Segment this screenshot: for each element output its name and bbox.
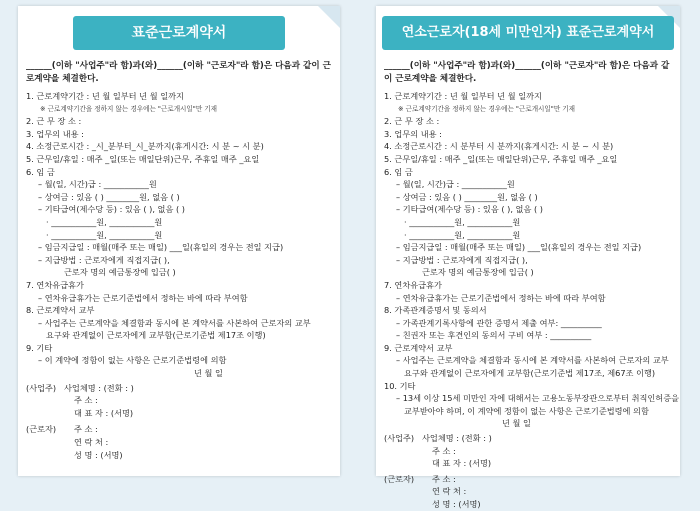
contract-line: · ___________원, ___________원 bbox=[404, 216, 521, 227]
contract-line: 4. 소정근로시간 : 시 분부터 시 분까지(휴게시간: 시 분 ~ 시 분) bbox=[384, 141, 614, 152]
contract-line: 교부받아야 하며, 이 계약에 정함이 없는 사항은 근로기준법령에 의함 bbox=[404, 405, 649, 416]
signature-party-label bbox=[26, 449, 64, 462]
contract-line: – 상여금 : 있음 ( ) ________원, 없음 ( ) bbox=[396, 191, 538, 202]
signature-field: 주 소 : bbox=[432, 445, 456, 456]
contract-date: 년 월 일 bbox=[502, 418, 531, 429]
contract-line: 1. 근로계약기간 : 년 월 일부터 년 월 일까지 bbox=[384, 91, 542, 101]
contract-line: – 임금지급일 : 매월(매주 또는 매일) ___일(휴일의 경우는 전일 지급) bbox=[38, 242, 284, 253]
contract-line: 9. 기타 bbox=[26, 342, 53, 353]
contract-line: – 연차유급휴가는 근로기준법에서 정하는 바에 따라 부여함 bbox=[396, 292, 606, 303]
contract-line: – 지급방법 : 근로자에게 직접지급( ), bbox=[396, 254, 528, 265]
signature-party-label: (사업주) bbox=[384, 433, 415, 444]
contract-line: 8. 근로계약서 교부 bbox=[26, 305, 95, 316]
contract-line: – 연차유급휴가는 근로기준법에서 정하는 바에 따라 부여함 bbox=[38, 292, 248, 303]
signature-field: 연 락 처 : bbox=[74, 437, 109, 448]
signature-party-label bbox=[26, 436, 64, 449]
contract-line: – 친권자 또는 후견인의 동의서 구비 여부 : __________ bbox=[396, 330, 592, 341]
contract-line: – 월(일, 시간)급 : ___________원 bbox=[396, 179, 515, 190]
signature-party-label: (근로자) bbox=[384, 473, 415, 484]
signature-party-label bbox=[26, 394, 64, 407]
contract-line: 3. 업무의 내용 : bbox=[384, 128, 442, 139]
signature-field: 사업체명 : (전화 : ) bbox=[64, 382, 134, 393]
contract-line: 2. 근 무 장 소 : bbox=[384, 116, 440, 127]
contract-line: – 13세 이상 15세 미만인 자에 대해서는 고용노동부장관으로부터 취직인허증을 bbox=[396, 393, 680, 404]
contract-body bbox=[26, 60, 332, 461]
contract-line: 근로자 명의 예금통장에 입금( ) bbox=[64, 267, 176, 278]
signature-party-label bbox=[384, 485, 422, 498]
signature-field: 주 소 : bbox=[74, 395, 98, 406]
contract-line: 근로자 명의 예금통장에 입금( ) bbox=[422, 267, 534, 278]
signature-party-label: (사업주) bbox=[26, 382, 57, 393]
contract-line: 2. 근 무 장 소 : bbox=[26, 116, 82, 127]
standard-contract-sheet bbox=[18, 6, 340, 476]
signature-field: 주 소 : bbox=[74, 424, 98, 435]
contract-line: – 이 계약에 정함이 없는 사항은 근로기준법령에 의함 bbox=[38, 355, 227, 366]
signature-field: 대 표 자 : (서명) bbox=[74, 407, 134, 418]
contract-line: 6. 임 금 bbox=[26, 166, 55, 177]
signature-field: 주 소 : bbox=[432, 473, 456, 484]
contract-line: – 상여금 : 있음 ( ) ________원, 없음 ( ) bbox=[38, 191, 180, 202]
contract-line: 6. 임 금 bbox=[384, 166, 413, 177]
contract-note: ※ 근로계약기간을 정하지 않는 경우에는 "근로개시일"만 기재 bbox=[398, 104, 576, 113]
signature-field: 성 명 : (서명) bbox=[74, 449, 123, 460]
contract-line: 3. 업무의 내용 : bbox=[26, 128, 84, 139]
contract-line: – 임금지급일 : 매월(매주 또는 매일) ___일(휴일의 경우는 전일 지급) bbox=[396, 242, 642, 253]
contract-line: 10. 기타 bbox=[384, 380, 416, 391]
contract-line: · ___________원, ___________원 bbox=[404, 229, 521, 240]
contract-line: 요구와 관계없이 근로자에게 교부함(근로기준법 제17조, 제67조 이행) bbox=[404, 368, 656, 379]
signature-party-label bbox=[384, 445, 422, 458]
contract-line: – 가족관계기록사항에 관한 증명서 제출 여부: __________ bbox=[396, 317, 602, 328]
contract-line: – 기타급여(제수당 등) : 있음 ( ), 없음 ( ) bbox=[396, 204, 543, 215]
contract-title: 표준근로계약서 bbox=[73, 16, 285, 50]
contract-note: ※ 근로계약기간을 정하지 않는 경우에는 "근로개시일"만 기재 bbox=[40, 104, 218, 113]
contract-title: 연소근로자(18세 미만인자) 표준근로계약서 bbox=[382, 16, 674, 50]
signature-block bbox=[384, 432, 672, 511]
contract-line: 7. 연차유급휴가 bbox=[384, 279, 442, 290]
contract-date: 년 월 일 bbox=[194, 368, 223, 379]
contract-line: 4. 소정근로시간 : _시_분부터_시_분까지(휴게시간: 시 분 ~ 시 분) bbox=[26, 141, 264, 152]
signature-field: 사업체명 : (전화 : ) bbox=[422, 433, 492, 444]
contract-line: – 사업주는 근로계약을 체결함과 동시에 본 계약서를 사본하여 근로자의 교부 bbox=[396, 355, 669, 366]
signature-block bbox=[26, 382, 332, 462]
contract-line: – 사업주는 근로계약을 체결함과 동시에 본 계약서를 사본하여 근로자의 교부 bbox=[38, 317, 311, 328]
signature-party-label: (근로자) bbox=[26, 424, 57, 435]
signature-field: 대 표 자 : (서명) bbox=[432, 458, 492, 469]
contract-line: – 기타급여(제수당 등) : 있음 ( ), 없음 ( ) bbox=[38, 204, 185, 215]
contract-line: 1. 근로계약기간 : 년 월 일부터 년 월 일까지 bbox=[26, 91, 184, 101]
contract-line: 5. 근무일/휴일 : 매주 _일(또는 매일단위)근무, 주휴일 매주 _요일 bbox=[384, 153, 618, 164]
contract-line: 7. 연차유급휴가 bbox=[26, 279, 84, 290]
contract-line: – 월(일, 시간)급 : ___________원 bbox=[38, 179, 157, 190]
page-fold-corner bbox=[318, 6, 340, 28]
contract-line: · ___________원, ___________원 bbox=[46, 229, 163, 240]
contract-intro: ______(이하 "사업주"라 함)과(와)______(이하 "근로자"라 함)은 다음과 같이 근로계약을 체결한다. bbox=[384, 61, 670, 84]
contract-body bbox=[384, 60, 680, 511]
contract-line: 9. 근로계약서 교부 bbox=[384, 342, 453, 353]
signature-field: 성 명 : (서명) bbox=[432, 499, 481, 509]
signature-party-label bbox=[26, 407, 64, 420]
contract-line: · ___________원, ___________원 bbox=[46, 216, 163, 227]
signature-party-label bbox=[384, 457, 422, 470]
contract-line: 5. 근무일/휴일 : 매주 _일(또는 매일단위)근무, 주휴일 매주 _요일 bbox=[26, 153, 260, 164]
contract-intro: ______(이하 "사업주"라 함)과(와)______(이하 "근로자"라 함)은 다음과 같이 근로계약을 체결한다. bbox=[26, 61, 331, 84]
signature-party-label bbox=[384, 498, 422, 511]
signature-field: 연 락 처 : bbox=[432, 486, 467, 497]
contract-line: 8. 가족관계증명서 및 동의서 bbox=[384, 305, 487, 316]
contract-line: 요구와 관계없이 근로자에게 교부함(근로기준법 제17조 이행) bbox=[46, 330, 266, 341]
contract-line: – 지급방법 : 근로자에게 직접지급( ), bbox=[38, 254, 170, 265]
minor-contract-sheet bbox=[376, 6, 680, 509]
